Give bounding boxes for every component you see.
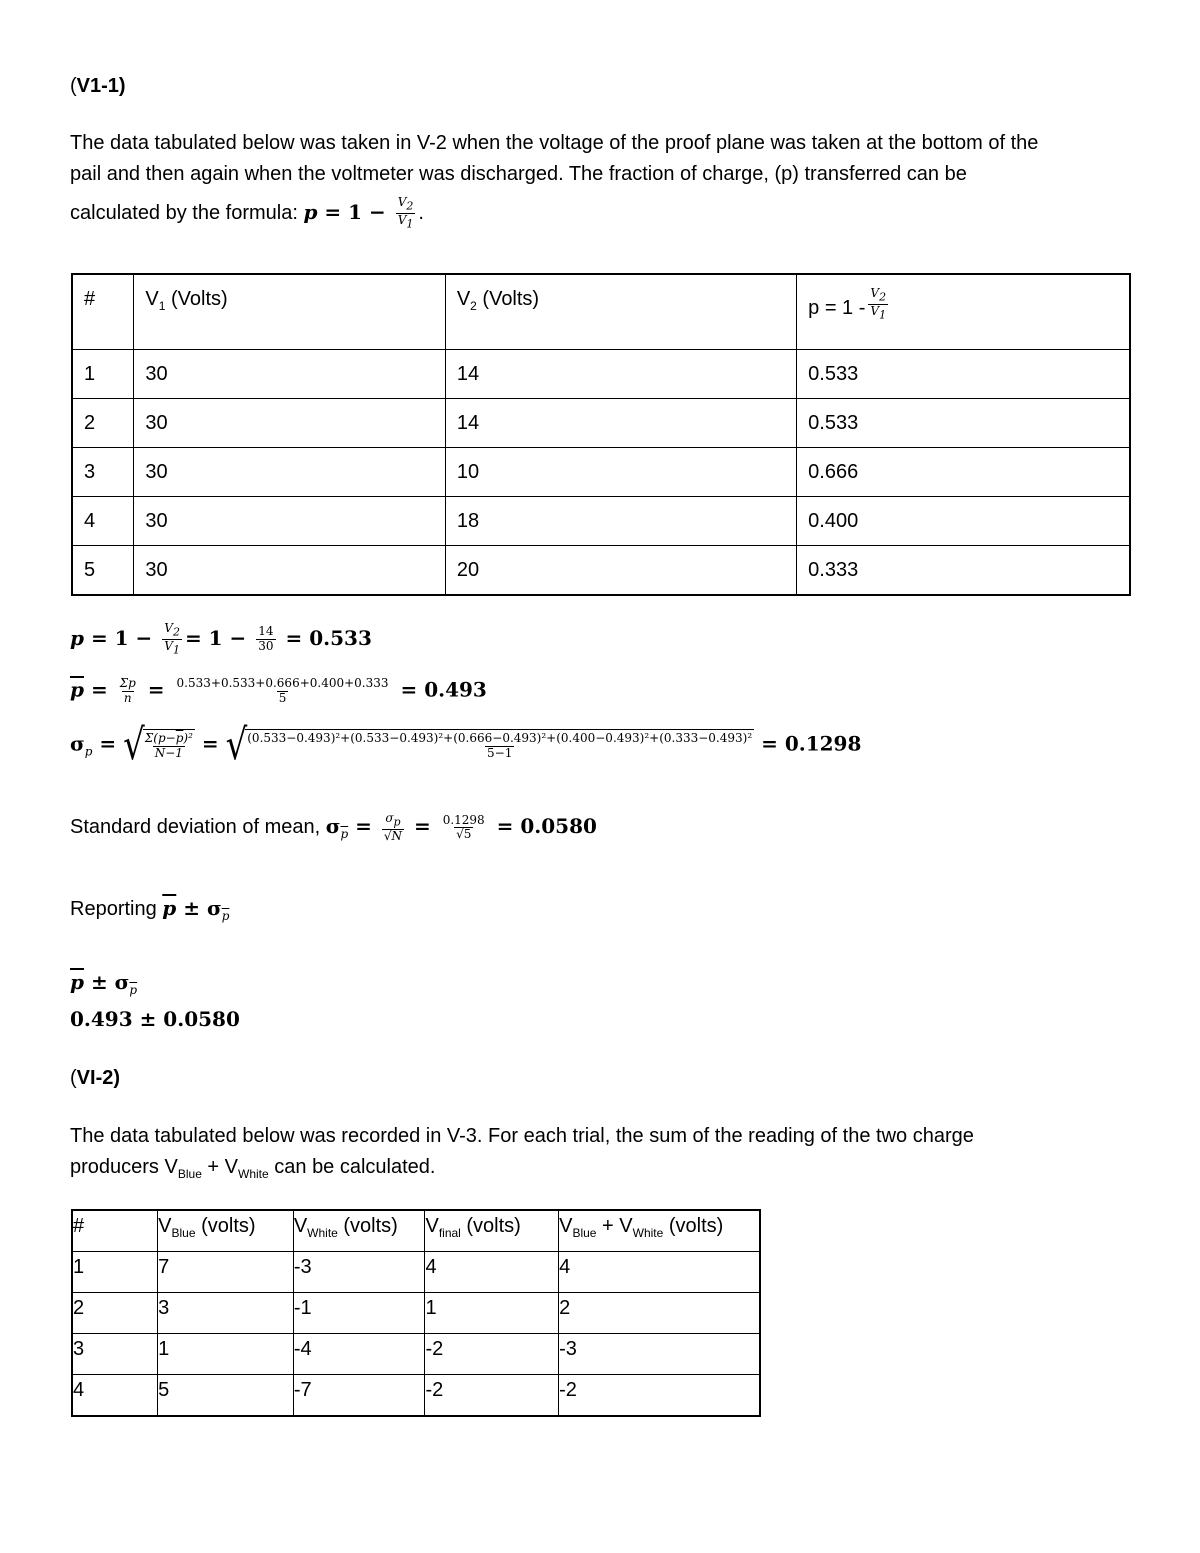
eq-sigma-den: 5−1: [487, 746, 513, 760]
t2-cell: 4: [559, 1252, 760, 1293]
t1-cell: 14: [445, 399, 796, 448]
equation-mean: $\overline{p}$ = $\frac{\Sigma p}{n}$ = $\frac{0.533+0.533+0.666+0.400+0.333}{5}$ = 0.493: [70, 676, 487, 705]
eq-sigma-result: 0.1298: [784, 731, 862, 756]
t2-cell: -1: [293, 1293, 425, 1334]
eq-p-den: 30: [258, 639, 274, 654]
intro2-part-c: can be calculated.: [268, 1156, 436, 1178]
t2-header-index: #: [72, 1210, 158, 1252]
formula-inline: p: [303, 199, 318, 224]
table-row: [72, 1375, 760, 1417]
t2-cell: 3: [72, 1334, 158, 1375]
intro2-line-1: The data tabulated below was recorded in V-3. For each trial, the sum of the reading of the two charge: [70, 1125, 974, 1147]
intro-line-1: The data tabulated below was taken in V-2 when the voltage of the proof plane was taken at the bottom of the: [70, 132, 1039, 154]
heading-paren: (: [70, 75, 77, 97]
intro-paragraph-1: [70, 128, 1130, 231]
final-result: 0.493 ± 0.0580: [70, 1007, 240, 1031]
section-heading-v1-1: [70, 75, 126, 98]
t1-cell: 3: [72, 448, 134, 497]
t1-cell: 0.533: [797, 399, 1130, 448]
t1-cell: 30: [134, 350, 445, 399]
t2-header-vfinal: $V_{final}$ (volts): [425, 1210, 559, 1252]
table-row: [72, 1252, 760, 1293]
table-row: [72, 350, 1130, 399]
t2-cell: 1: [425, 1293, 559, 1334]
eq-mean-den: 5: [278, 690, 287, 705]
charge-producer-table: [71, 1209, 761, 1417]
t1-cell: 30: [134, 399, 445, 448]
t2-cell: 4: [72, 1375, 158, 1417]
header-p: p = 1 - $\frac{V_2}{V_1}$: [797, 274, 1130, 350]
std-mean-line: Standard deviation of mean, $\sigma_{\overline{p}}$ = $\frac{\sigma_p}{√N}$ = $\frac{0.1298}{√5}$ = 0.0580: [70, 811, 597, 844]
header-v2: $V_2$ (Volts): [445, 274, 796, 350]
t2-header-sum: $V_{Blue} + V_{White}$ (volts): [559, 1210, 760, 1252]
std-mean-num: 0.1298: [442, 812, 485, 827]
sub-white: White: [238, 1167, 269, 1181]
t2-cell: 2: [559, 1293, 760, 1334]
formula-fraction: $\frac{V_2}{V_1}$: [397, 195, 414, 231]
t2-cell: -2: [559, 1375, 760, 1417]
t2-cell: 2: [72, 1293, 158, 1334]
reporting-label: Reporting: [70, 898, 163, 920]
t1-cell: 1: [72, 350, 134, 399]
table-row: [72, 497, 1130, 546]
eq-sigma-num: (0.533−0.493)²+(0.533−0.493)²+(0.666−0.493)²+(0.400−0.493)²+(0.333−0.493)²: [247, 731, 753, 746]
t1-cell: 30: [134, 546, 445, 596]
intro-paragraph-2: [70, 1121, 1130, 1190]
heading2-code: VI-2): [76, 1067, 121, 1089]
t2-cell: 7: [158, 1252, 294, 1293]
heading-code: V1-1): [76, 75, 126, 97]
t2-cell: -2: [425, 1334, 559, 1375]
t1-cell: 5: [72, 546, 134, 596]
table-row: [72, 399, 1130, 448]
t1-cell: 10: [445, 448, 796, 497]
intro-line-3: calculated by the formula: p = 1 − $\frac{V_2}{V_1}$ .: [70, 195, 424, 231]
table-header-row: [72, 274, 1130, 350]
table-row: [72, 546, 1130, 596]
t1-cell: 0.533: [797, 350, 1130, 399]
std-mean-den: √5: [456, 827, 472, 842]
eq-p-result: 0.533: [309, 625, 372, 650]
t1-cell: 30: [134, 497, 445, 546]
header-v1: $V_1$ (Volts): [134, 274, 445, 350]
t2-cell: 1: [72, 1252, 158, 1293]
section-heading-vi-2: [70, 1067, 120, 1090]
t2-cell: 3: [158, 1293, 294, 1334]
eq-p-num: 14: [258, 624, 274, 639]
intro-line-2: pail and then again when the voltmeter was discharged. The fraction of charge, (p) transferred can be: [70, 163, 967, 185]
t2-header-vblue: $V_{Blue}$ (volts): [158, 1210, 294, 1252]
t1-cell: 0.666: [797, 448, 1130, 497]
std-mean-result: 0.0580: [520, 814, 597, 839]
result-symbolic: $\overline{p} \pm \sigma_{\overline{p}}$: [70, 970, 138, 997]
intro2-line-2: [70, 1152, 1130, 1190]
intro2-part-b: + V: [201, 1156, 239, 1178]
t1-cell: 20: [445, 546, 796, 596]
heading2-paren: (: [70, 1067, 77, 1089]
table2-header-row: [72, 1210, 760, 1252]
std-mean-label: Standard deviation of mean,: [70, 816, 326, 839]
t2-cell: -3: [559, 1334, 760, 1375]
table-row: [72, 1293, 760, 1334]
intro-line-3-text: calculated by the formula:: [70, 201, 304, 224]
t2-cell: 1: [158, 1334, 294, 1375]
t1-cell: 18: [445, 497, 796, 546]
t1-cell: 14: [445, 350, 796, 399]
eq-mean-num: 0.533+0.533+0.666+0.400+0.333: [176, 676, 389, 690]
t2-cell: 5: [158, 1375, 294, 1417]
table-row: [72, 448, 1130, 497]
t2-cell: -7: [293, 1375, 425, 1417]
t2-cell: -2: [425, 1375, 559, 1417]
table-row: [72, 1334, 760, 1375]
header-index: #: [72, 274, 134, 350]
t1-cell: 4: [72, 497, 134, 546]
equation-sigma: $\sigma_p$ = √ $\frac{\Sigma(p-\overline{p})^2}{N-1}$ = √ (0.533−0.493)²+(0.533−0.493)²+(0.666−0.493)²+(0.400−0.493)²+(0.333−0.493)² 5−1 = 0.1298: [70, 720, 862, 770]
equation-p: p = 1 − $\frac{V_2}{V_1}$ = 1 − $\frac{14}{30}$ = 0.533: [70, 621, 372, 657]
eq-mean-result: 0.493: [424, 677, 487, 702]
t1-cell: 30: [134, 448, 445, 497]
sub-blue: Blue: [177, 1167, 202, 1181]
voltage-table-1: [71, 273, 1131, 596]
t2-header-vwhite: $V_{White}$ (volts): [293, 1210, 425, 1252]
t1-cell: 0.333: [797, 546, 1130, 596]
t1-cell: 0.400: [797, 497, 1130, 546]
t2-cell: -3: [293, 1252, 425, 1293]
t1-cell: 2: [72, 399, 134, 448]
t2-cell: -4: [293, 1334, 425, 1375]
reporting-line: Reporting $\overline{p} \pm \sigma_{\overline{p}}$: [70, 896, 230, 923]
intro2-part-a: producers V: [70, 1156, 178, 1178]
t2-cell: 4: [425, 1252, 559, 1293]
